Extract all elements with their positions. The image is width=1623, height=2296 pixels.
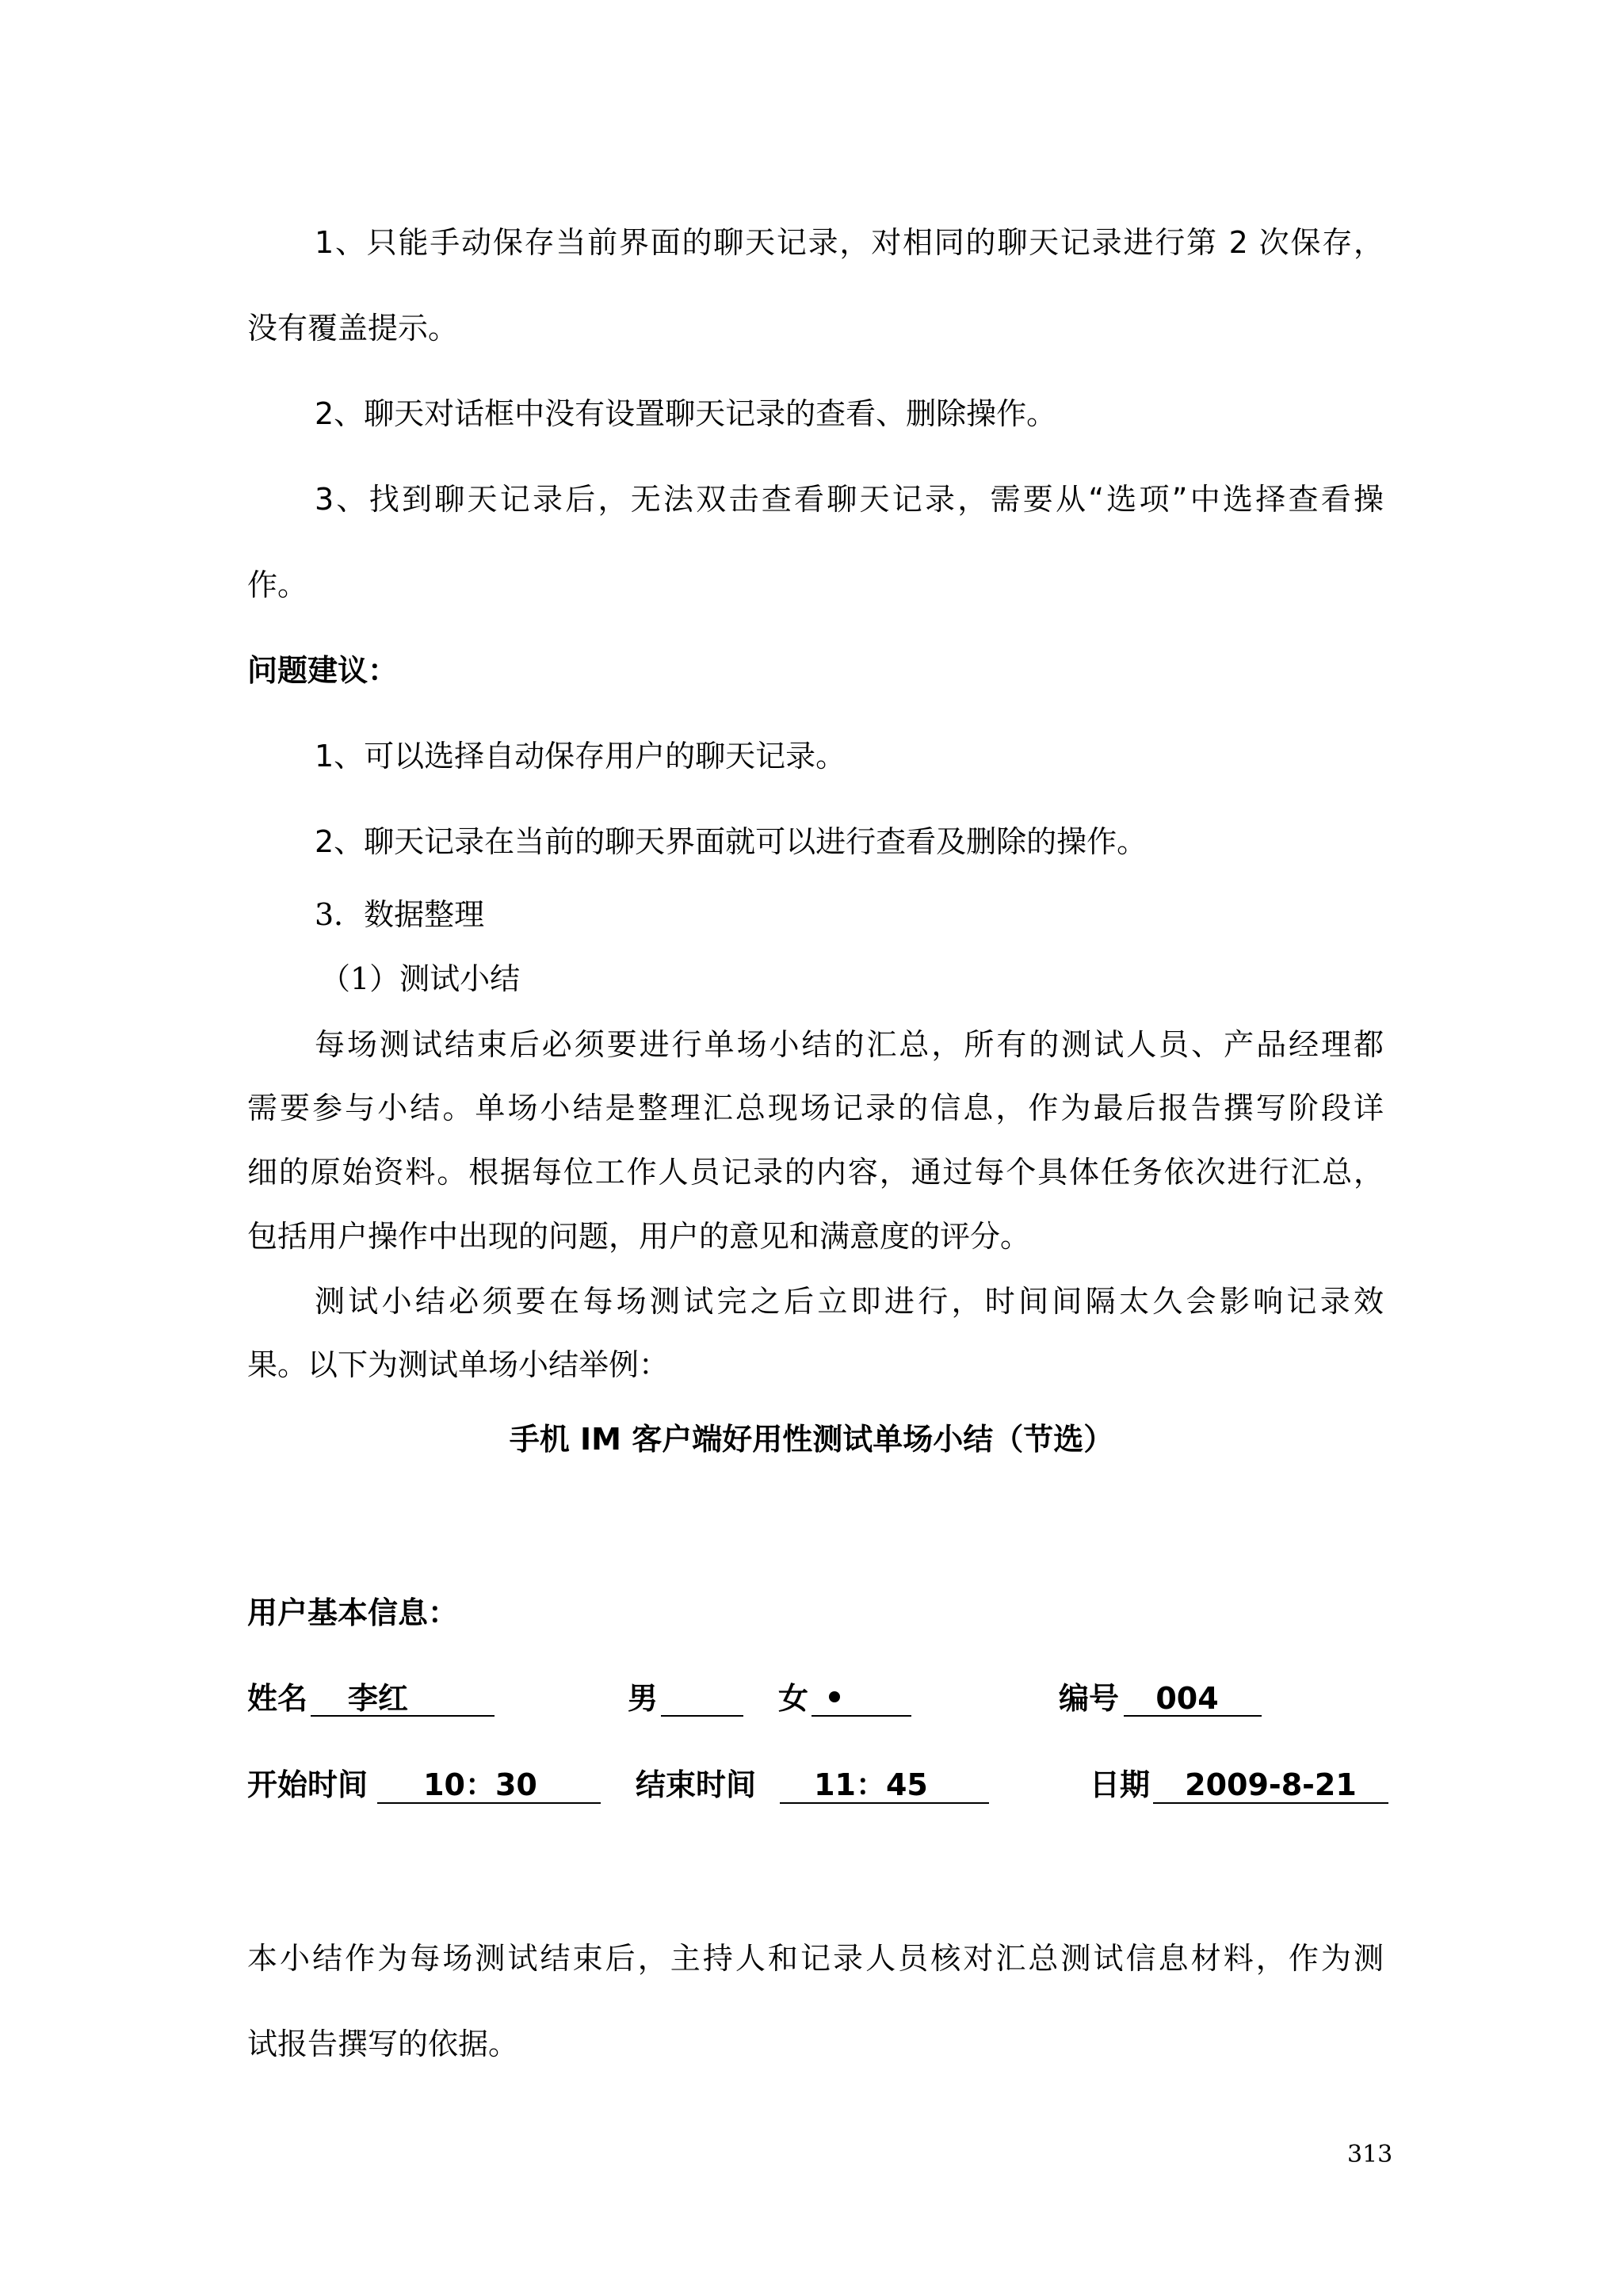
- male-label: 男: [628, 1681, 659, 1716]
- id-label: 编号: [1059, 1681, 1120, 1716]
- section-heading: 3．数据整理: [315, 897, 485, 932]
- closing-line-1: 本小结作为每场测试结束后，主持人和记录人员核对汇总测试信息材料，作为测: [247, 1941, 1384, 1976]
- end-time-underline: [780, 1802, 989, 1804]
- paragraph-1-line-1: 每场测试结束后必须要进行单场小结的汇总，所有的测试人员、产品经理都: [315, 1027, 1384, 1062]
- closing-line-2: 试报告撰写的依据。: [247, 2027, 519, 2061]
- subsection-heading: （1）测试小结: [320, 961, 521, 996]
- paragraph-1-line-2: 需要参与小结。单场小结是整理汇总现场记录的信息，作为最后报告撰写阶段详: [247, 1091, 1384, 1125]
- suggestion-item-1: 1、可以选择自动保存用户的聊天记录。: [315, 739, 846, 774]
- date-label: 日期: [1090, 1767, 1151, 1802]
- date-value: 2009-8-21: [1185, 1767, 1357, 1802]
- start-time-label: 开始时间: [247, 1767, 369, 1802]
- female-label: 女: [778, 1681, 809, 1716]
- male-underline: [661, 1715, 743, 1717]
- start-time-value: 10：30: [423, 1767, 537, 1802]
- problem-item-3-line-2: 作。: [247, 567, 308, 602]
- end-time-value: 11：45: [814, 1767, 928, 1802]
- form-title: 手机 IM 客户端好用性测试单场小结（节选）: [509, 1422, 1114, 1457]
- problem-item-1-line-2: 没有覆盖提示。: [247, 311, 459, 346]
- problem-item-1-line-1: 1、只能手动保存当前界面的聊天记录，对相同的聊天记录进行第 2 次保存，: [315, 225, 1384, 260]
- paragraph-2-line-1: 测试小结必须要在每场测试完之后立即进行，时间间隔太久会影响记录效: [315, 1284, 1384, 1319]
- end-time-label: 结束时间: [636, 1767, 757, 1802]
- date-underline: [1153, 1802, 1388, 1804]
- user-info-heading: 用户基本信息：: [247, 1595, 459, 1630]
- start-time-underline: [377, 1802, 601, 1804]
- female-underline: [812, 1715, 911, 1717]
- suggestions-heading: 问题建议：: [247, 653, 399, 688]
- problem-item-3-line-1: 3、找到聊天记录后，无法双击查看聊天记录，需要从“选项”中选择查看操: [315, 482, 1384, 517]
- paragraph-2-line-2: 果。以下为测试单场小结举例：: [247, 1347, 670, 1382]
- female-selected-dot-icon: [829, 1691, 840, 1702]
- suggestion-item-2: 2、聊天记录在当前的聊天界面就可以进行查看及删除的操作。: [315, 824, 1148, 859]
- name-value: 李红: [347, 1681, 408, 1716]
- paragraph-1-line-3: 细的原始资料。根据每位工作人员记录的内容，通过每个具体任务依次进行汇总，: [247, 1155, 1384, 1190]
- id-value: 004: [1155, 1681, 1219, 1716]
- problem-item-2: 2、聊天对话框中没有设置聊天记录的查看、删除操作。: [315, 396, 1057, 431]
- paragraph-1-line-4: 包括用户操作中出现的问题，用户的意见和满意度的评分。: [247, 1219, 1031, 1254]
- page-number: 313: [1347, 2141, 1393, 2168]
- name-label: 姓名: [247, 1681, 308, 1716]
